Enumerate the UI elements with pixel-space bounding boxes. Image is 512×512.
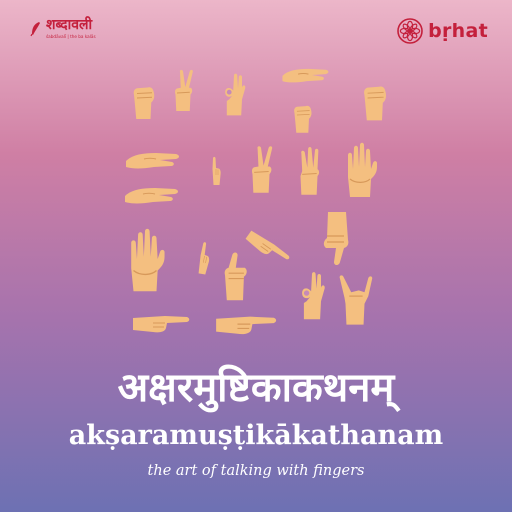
mudra-three-icon xyxy=(301,147,320,195)
shabdavali-name: शब्दावली xyxy=(46,17,93,33)
mudra-cupped-icon xyxy=(126,153,179,169)
mudra-point-right-2-icon xyxy=(216,317,276,334)
mudra-two-icon xyxy=(252,146,272,193)
shabdavali-subtitle: śabdāvalī | the ba kalās xyxy=(46,34,96,39)
mudra-knuckle-icon xyxy=(364,87,386,121)
mudra-flat-hand-icon xyxy=(282,69,328,82)
mudra-thumb-down-icon xyxy=(324,212,348,265)
tagline: the art of talking with fingers xyxy=(147,463,365,479)
mudra-thumb-up-icon xyxy=(225,253,247,301)
sanskrit-title: अक्षरमुष्टिकाकथनम् xyxy=(117,365,395,411)
mudra-horns-icon xyxy=(340,275,373,324)
mudra-curled-icon xyxy=(294,106,311,133)
mudra-ok-icon xyxy=(225,74,245,116)
mudra-four-icon xyxy=(348,143,377,197)
mudra-fist-icon xyxy=(134,87,155,119)
mudra-open-palm-icon xyxy=(131,229,164,291)
mudra-point-right-icon xyxy=(133,316,189,332)
mudra-index-up-icon xyxy=(213,157,221,185)
mudra-pinch-icon xyxy=(125,188,178,204)
mudra-victory-icon xyxy=(175,70,193,111)
brhat-wordmark: bṛhat xyxy=(428,20,488,42)
mudra-tip-icon xyxy=(302,272,325,319)
mudra-index-icon xyxy=(197,242,212,275)
mudra-pointing-down-icon xyxy=(244,229,290,267)
transliteration-title: akṣaramuṣṭikākathanam xyxy=(68,420,444,451)
